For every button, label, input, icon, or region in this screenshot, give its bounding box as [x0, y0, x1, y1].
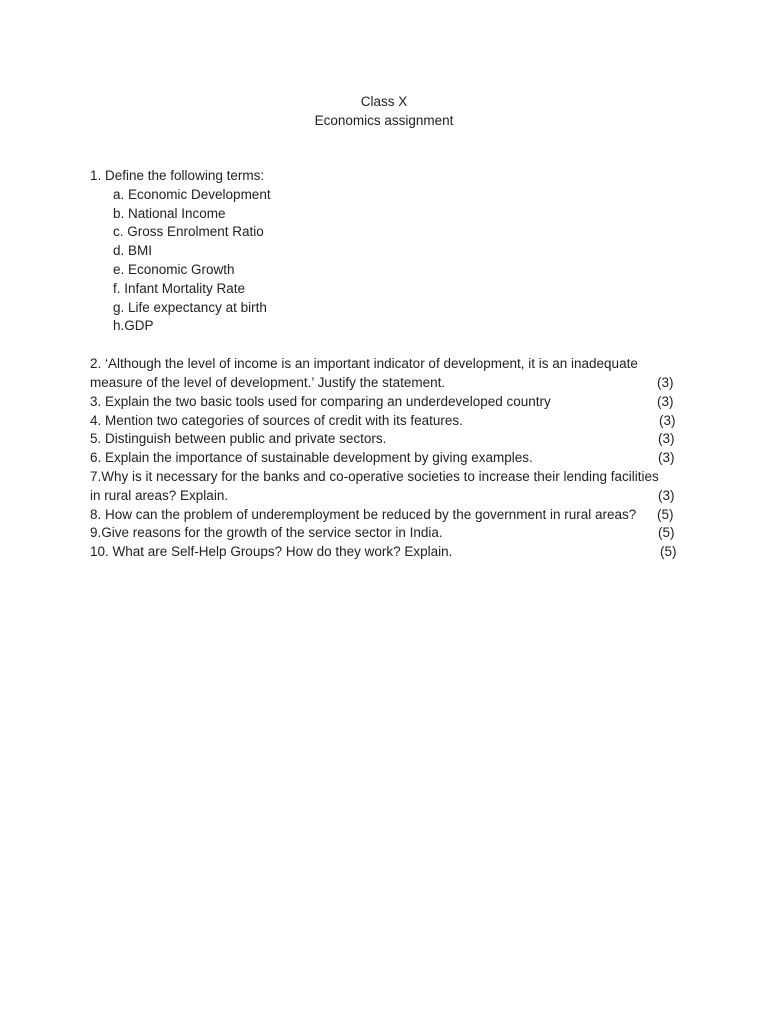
question-text: 9.Give reasons for the growth of the service sector in India. — [90, 525, 443, 541]
question-text: 3. Explain the two basic tools used for comparing an underdeveloped country — [90, 393, 551, 409]
marks-label: (3) — [658, 431, 675, 447]
question-7-line-2 — [90, 487, 680, 506]
question-2-line-1 — [90, 355, 680, 374]
marks-label: (3) — [659, 412, 676, 428]
term-item: a. Economic Development — [113, 186, 271, 202]
question-text: 8. How can the problem of underemployment be reduced by the government in rural areas? — [90, 506, 637, 522]
term-item: b. National Income — [113, 205, 226, 221]
question-8 — [90, 506, 680, 525]
question-text: 6. Explain the importance of sustainable development by giving examples. — [90, 450, 533, 466]
marks-label: (5) — [658, 525, 675, 541]
question-text: 5. Distinguish between public and private sectors. — [90, 431, 387, 447]
question-2-line-2 — [90, 374, 680, 393]
term-item: g. Life expectancy at birth — [113, 299, 267, 315]
question-text: 10. What are Self-Help Groups? How do they work? Explain. — [90, 544, 453, 560]
question-text: 7.Why is it necessary for the banks and co-operative societies to increase their lending facilities — [90, 468, 659, 484]
term-item: f. Infant Mortality Rate — [113, 280, 246, 296]
question-text: measure of the level of development.’ Justify the statement. — [90, 374, 446, 390]
class-title: Class X — [360, 94, 408, 109]
question-3 — [90, 393, 680, 412]
question-9 — [90, 524, 680, 543]
question-5 — [90, 430, 680, 449]
assignment-title: Economics assignment — [314, 113, 454, 128]
question-text: in rural areas? Explain. — [90, 487, 229, 503]
marks-label: (3) — [657, 374, 674, 390]
document-header — [0, 92, 768, 130]
question-4 — [90, 412, 680, 431]
marks-label: (3) — [657, 393, 674, 409]
spacer — [90, 336, 680, 355]
question-text: 2. ‘Although the level of income is an important indicator of development, it is an inadequate — [90, 356, 638, 372]
marks-label: (3) — [658, 487, 675, 503]
marks-label: (3) — [658, 450, 675, 466]
term-item: e. Economic Growth — [113, 261, 235, 277]
question-1-intro: 1. Define the following terms: — [90, 168, 265, 183]
question-text: 4. Mention two categories of sources of credit with its features. — [90, 412, 463, 428]
question-7-line-1 — [90, 468, 680, 487]
question-10 — [90, 543, 680, 562]
term-item: c. Gross Enrolment Ratio — [113, 224, 264, 240]
term-item: h.GDP — [113, 318, 154, 334]
assignment-body — [90, 167, 680, 562]
marks-label: (5) — [657, 506, 674, 522]
marks-label: (5) — [660, 544, 677, 560]
question-6 — [90, 449, 680, 468]
term-list — [90, 186, 680, 336]
term-item: d. BMI — [113, 243, 153, 259]
